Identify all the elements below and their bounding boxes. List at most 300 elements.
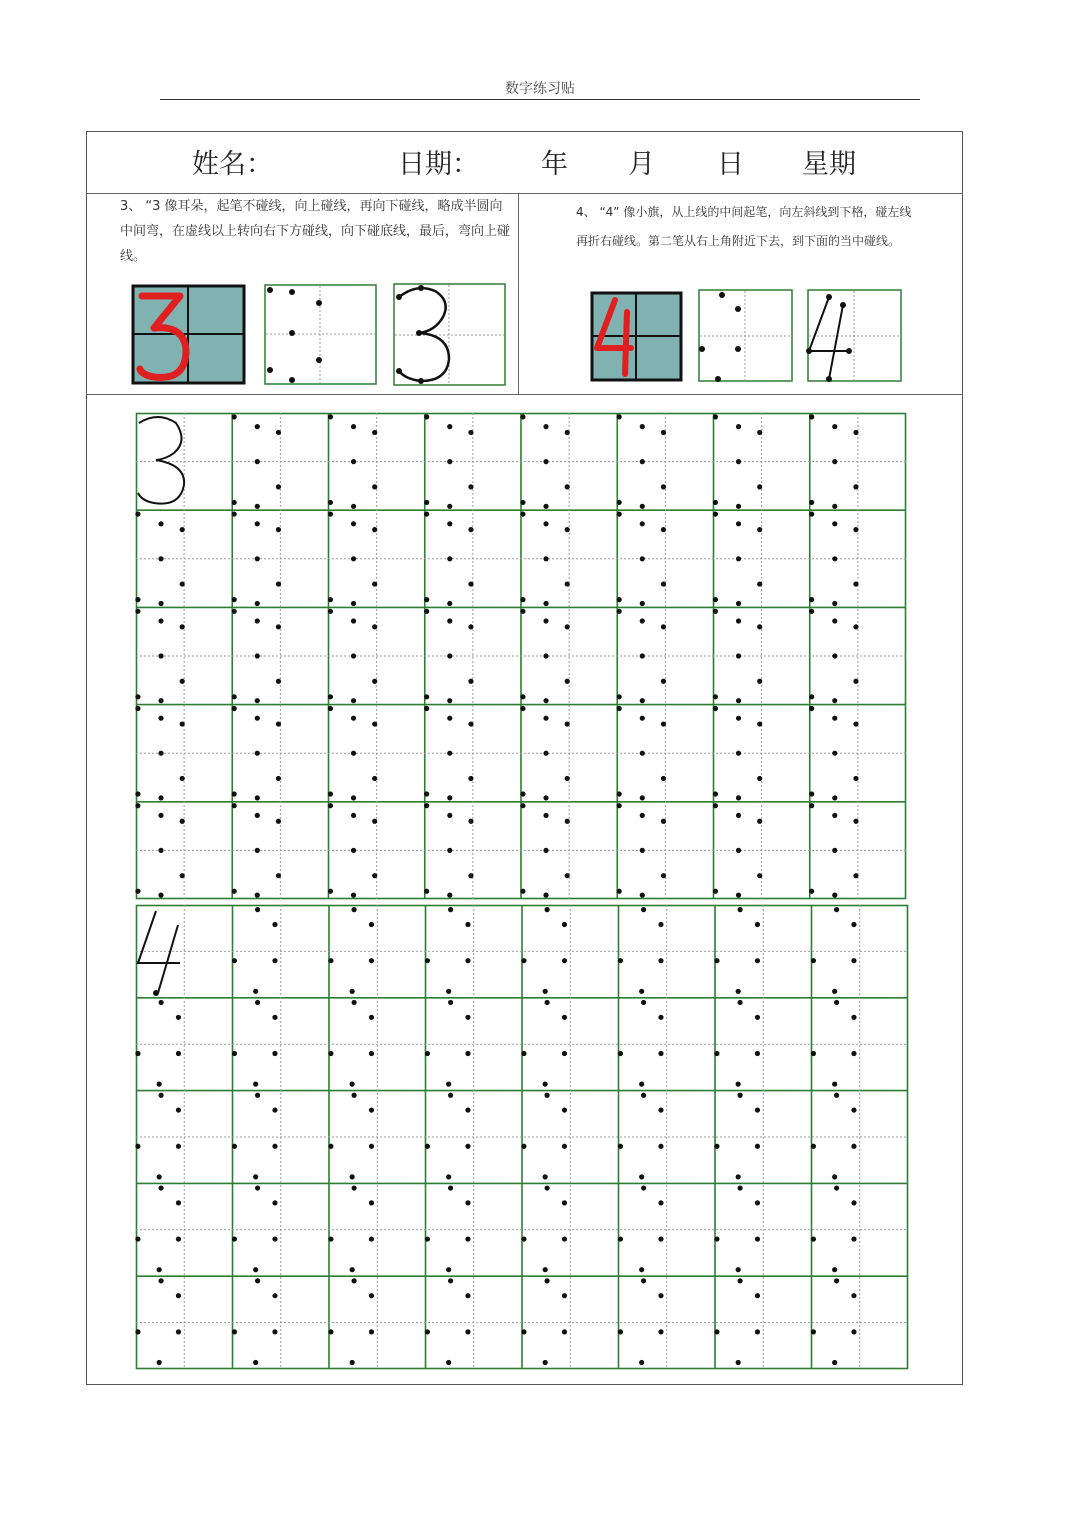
guide-dot [135, 1051, 140, 1056]
guide-dot [424, 597, 429, 602]
guide-dot [328, 511, 333, 516]
guide-dot [176, 1107, 181, 1112]
guide-dot [424, 414, 429, 419]
guide-dot [736, 1082, 741, 1087]
guide-dot [832, 601, 837, 606]
guide-dot [276, 721, 281, 726]
guide-dot [736, 601, 741, 606]
guide-dot [135, 889, 140, 894]
guide-dot [372, 776, 377, 781]
guide-dot [543, 504, 548, 509]
guide-dot [135, 1236, 140, 1241]
guide-dot [521, 1329, 526, 1334]
guide-dot [757, 624, 762, 629]
guide-dot [255, 601, 260, 606]
guide-dot [255, 751, 260, 756]
guide-dot [755, 1329, 760, 1334]
guide-dot [255, 716, 260, 721]
guide-dot [447, 459, 452, 464]
guide-dot [424, 706, 429, 711]
example-three-traced [393, 283, 507, 387]
guide-dot [713, 803, 718, 808]
guide-dot [232, 414, 237, 419]
guide-dot [832, 1174, 837, 1179]
guide-dot [543, 698, 548, 703]
guide-dot [521, 958, 526, 963]
guide-dot [425, 1329, 430, 1334]
guide-dot [617, 706, 622, 711]
day-label: 日 [717, 149, 744, 180]
guide-dot [465, 1144, 470, 1149]
guide-dot [372, 679, 377, 684]
guide-dot [565, 819, 570, 824]
guide-dot [544, 907, 549, 912]
guide-dot [809, 500, 814, 505]
guide-dot [736, 813, 741, 818]
guide-dot [543, 1360, 548, 1365]
guide-dot [350, 989, 355, 994]
guide-dot [369, 922, 374, 927]
guide-dot [544, 1278, 549, 1283]
guide-dot [272, 1015, 277, 1020]
guide-dot [255, 504, 260, 509]
guide-dot [372, 819, 377, 824]
guide-dot [832, 813, 837, 818]
guide-dot [328, 414, 333, 419]
guide-dot [232, 791, 237, 796]
guide-dot [351, 618, 356, 623]
guide-dot [351, 907, 356, 912]
guide-dot [157, 1360, 162, 1365]
guide-dot [714, 1329, 719, 1334]
guide-dot [520, 597, 525, 602]
guide-dot [350, 1174, 355, 1179]
guide-dot [565, 873, 570, 878]
guide-dot [661, 527, 666, 532]
guide-dot [158, 618, 163, 623]
guide-dot [658, 1051, 663, 1056]
guide-dot [543, 795, 548, 800]
guide-dot [372, 873, 377, 878]
guide-dot [158, 601, 163, 606]
guide-dot [640, 601, 645, 606]
guide-dot [658, 1329, 663, 1334]
guide-dot [809, 609, 814, 614]
guide-dot [641, 1278, 646, 1283]
guide-dot [176, 1293, 181, 1298]
guide-dot [713, 414, 718, 419]
guide-dot [562, 1107, 567, 1112]
guide-dot [520, 706, 525, 711]
guide-dot [832, 521, 837, 526]
header-rule [160, 99, 920, 100]
guide-dot [447, 424, 452, 429]
guide-dot [255, 459, 260, 464]
guide-dot [543, 618, 548, 623]
guide-dot [658, 922, 663, 927]
guide-dot [544, 1000, 549, 1005]
guide-dot [543, 424, 548, 429]
guide-dot [276, 873, 281, 878]
guide-dot [255, 556, 260, 561]
guide-dot [351, 813, 356, 818]
guide-dot [736, 795, 741, 800]
guide-dot [832, 459, 837, 464]
year-label: 年 [541, 149, 568, 180]
guide-dot [757, 776, 762, 781]
guide-dot [424, 511, 429, 516]
guide-dot [424, 694, 429, 699]
guide-dot [232, 597, 237, 602]
guide-dot [135, 609, 140, 614]
guide-dot [658, 1293, 663, 1298]
guide-dot [809, 706, 814, 711]
guide-dot [851, 1200, 856, 1205]
guide-dot [158, 556, 163, 561]
guide-dot [465, 1293, 470, 1298]
guide-dot [255, 1278, 260, 1283]
guide-dot [809, 803, 814, 808]
guide-dot [424, 889, 429, 894]
guide-dot [640, 459, 645, 464]
guide-dot [255, 795, 260, 800]
guide-dot [661, 624, 666, 629]
guide-dot [543, 848, 548, 853]
guide-dot [736, 989, 741, 994]
guide-dot [640, 813, 645, 818]
guide-dot [736, 556, 741, 561]
guide-dot [851, 1051, 856, 1056]
guide-dot [640, 653, 645, 658]
guide-dot [180, 873, 185, 878]
guide-dot [158, 795, 163, 800]
guide-dot [618, 1051, 623, 1056]
guide-dot [562, 1329, 567, 1334]
guide-dot [424, 791, 429, 796]
guide-dot [232, 511, 237, 516]
guide-dot [328, 694, 333, 699]
guide-dot [851, 1015, 856, 1020]
guide-dot [832, 556, 837, 561]
guide-dot [736, 751, 741, 756]
guide-dot [851, 1144, 856, 1149]
guide-dot [272, 922, 277, 927]
guide-dot [809, 414, 814, 419]
guide-dot [328, 609, 333, 614]
guide-dot [543, 1174, 548, 1179]
instruction-row-divider [86, 394, 963, 395]
guide-dot [562, 958, 567, 963]
guide-dot [465, 1200, 470, 1205]
guide-dot [658, 1015, 663, 1020]
guide-dot [736, 504, 741, 509]
guide-dot [468, 873, 473, 878]
guide-dot [272, 958, 277, 963]
guide-dot [736, 1267, 741, 1272]
guide-dot [565, 430, 570, 435]
guide-dot [853, 527, 858, 532]
guide-dot [853, 776, 858, 781]
guide-dot [562, 1236, 567, 1241]
guide-dot [447, 601, 452, 606]
practice-grid-four [136, 905, 908, 1369]
guide-dot [351, 504, 356, 509]
guide-dot [446, 1082, 451, 1087]
guide-dot [853, 624, 858, 629]
guide-dot [757, 484, 762, 489]
guide-dot [757, 819, 762, 824]
guide-dot [832, 1082, 837, 1087]
guide-dot [834, 1093, 839, 1098]
guide-dot [468, 430, 473, 435]
guide-dot [736, 424, 741, 429]
guide-dot [853, 679, 858, 684]
guide-dot [737, 1000, 742, 1005]
name-label: 姓名： [192, 149, 273, 180]
guide-dot [832, 618, 837, 623]
guide-dot [253, 1082, 258, 1087]
guide-dot [562, 1293, 567, 1298]
guide-dot [468, 484, 473, 489]
guide-dot [351, 795, 356, 800]
guide-dot [853, 484, 858, 489]
guide-dot [158, 1278, 163, 1283]
guide-dot [617, 500, 622, 505]
guide-dot [180, 776, 185, 781]
guide-dot [520, 414, 525, 419]
guide-dot [232, 500, 237, 505]
guide-dot [350, 1360, 355, 1365]
guide-dot [372, 527, 377, 532]
guide-dot [424, 500, 429, 505]
guide-dot [253, 989, 258, 994]
guide-dot [369, 1236, 374, 1241]
guide-dot [755, 1144, 760, 1149]
guide-dot [255, 521, 260, 526]
guide-dot [736, 521, 741, 526]
guide-dot [135, 803, 140, 808]
guide-dot [328, 791, 333, 796]
month-label: 月 [628, 149, 655, 180]
guide-dot [562, 922, 567, 927]
guide-dot [640, 556, 645, 561]
guide-dot [565, 776, 570, 781]
guide-dot [276, 581, 281, 586]
guide-dot [736, 653, 741, 658]
guide-dot [520, 791, 525, 796]
guide-dot [135, 791, 140, 796]
guide-dot [755, 922, 760, 927]
guide-dot [447, 795, 452, 800]
guide-dot [520, 889, 525, 894]
guide-dot [641, 1000, 646, 1005]
guide-dot [543, 459, 548, 464]
guide-dot [176, 1015, 181, 1020]
guide-dot [851, 1329, 856, 1334]
guide-dot [565, 624, 570, 629]
guide-dot [811, 958, 816, 963]
guide-dot [618, 1144, 623, 1149]
guide-dot [447, 813, 452, 818]
guide-dot [639, 1082, 644, 1087]
guide-dot [276, 624, 281, 629]
guide-dot [350, 1082, 355, 1087]
guide-dot [135, 1144, 140, 1149]
guide-dot [520, 609, 525, 614]
guide-dot [640, 716, 645, 721]
guide-dot [757, 527, 762, 532]
guide-dot [351, 893, 356, 898]
guide-dot [425, 1236, 430, 1241]
guide-dot [369, 1015, 374, 1020]
guide-dot [369, 1051, 374, 1056]
guide-dot [832, 424, 837, 429]
guide-dot [447, 716, 452, 721]
guide-dot [658, 1200, 663, 1205]
guide-dot [351, 424, 356, 429]
guide-dot [351, 716, 356, 721]
guide-dot [328, 1236, 333, 1241]
guide-dot [448, 1278, 453, 1283]
guide-dot [543, 813, 548, 818]
guide-dot [713, 597, 718, 602]
guide-dot [736, 459, 741, 464]
guide-dot [468, 819, 473, 824]
guide-dot [757, 679, 762, 684]
guide-dot [232, 609, 237, 614]
guide-dot [276, 430, 281, 435]
guide-dot [755, 1200, 760, 1205]
guide-dot [255, 424, 260, 429]
guide-dot [853, 819, 858, 824]
guide-dot [757, 430, 762, 435]
guide-dot [639, 989, 644, 994]
guide-dot [853, 873, 858, 878]
guide-dot [446, 989, 451, 994]
instruction-four: 4、 “4” 像小旗，从上线的中间起笔，向左斜线到下格，碰左线再折右碰线。第二笔从右上角附近下去，到下面的当中碰线。 [576, 205, 912, 248]
guide-dot [658, 1144, 663, 1149]
guide-dot [834, 1278, 839, 1283]
guide-dot [543, 653, 548, 658]
guide-dot [351, 521, 356, 526]
example-four-traced [807, 289, 903, 383]
guide-dot [272, 1200, 277, 1205]
guide-dot [658, 958, 663, 963]
guide-dot [424, 609, 429, 614]
guide-dot [544, 1093, 549, 1098]
guide-dot [158, 521, 163, 526]
guide-dot [755, 1236, 760, 1241]
guide-dot [832, 751, 837, 756]
guide-dot [809, 889, 814, 894]
guide-dot [447, 893, 452, 898]
guide-dot [232, 1236, 237, 1241]
guide-dot [834, 1000, 839, 1005]
guide-dot [562, 1015, 567, 1020]
guide-dot [276, 527, 281, 532]
guide-dot [755, 958, 760, 963]
example-three-dots [264, 284, 378, 386]
guide-dot [713, 500, 718, 505]
guide-dot [809, 791, 814, 796]
guide-dot [253, 1360, 258, 1365]
guide-dot [446, 1360, 451, 1365]
guide-dot [640, 893, 645, 898]
guide-dot [811, 1144, 816, 1149]
guide-dot [465, 1051, 470, 1056]
guide-dot [639, 1267, 644, 1272]
guide-dot [617, 597, 622, 602]
guide-dot [640, 848, 645, 853]
guide-dot [272, 1107, 277, 1112]
guide-dot [755, 1107, 760, 1112]
guide-dot [328, 958, 333, 963]
guide-dot [737, 1093, 742, 1098]
guide-dot [618, 1329, 623, 1334]
guide-dot [617, 889, 622, 894]
guide-dot [737, 1185, 742, 1190]
guide-dot [465, 1107, 470, 1112]
guide-dot [737, 1278, 742, 1283]
example-four-sample [591, 292, 683, 382]
guide-dot [832, 1267, 837, 1272]
guide-dot [351, 848, 356, 853]
guide-dot [447, 698, 452, 703]
guide-dot [351, 459, 356, 464]
guide-dot [640, 751, 645, 756]
guide-dot [369, 1329, 374, 1334]
guide-dot [158, 848, 163, 853]
guide-dot [328, 889, 333, 894]
date-label: 日期： [398, 149, 479, 180]
guide-dot [617, 609, 622, 614]
example-four-dots [698, 289, 794, 383]
guide-dot [641, 1185, 646, 1190]
guide-dot [425, 1051, 430, 1056]
guide-dot [617, 414, 622, 419]
guide-dot [369, 1144, 374, 1149]
guide-dot [351, 751, 356, 756]
guide-dot [424, 803, 429, 808]
guide-dot [661, 430, 666, 435]
guide-dot [232, 803, 237, 808]
guide-dot [232, 706, 237, 711]
guide-dot [176, 1144, 181, 1149]
guide-dot [369, 1293, 374, 1298]
guide-dot [661, 776, 666, 781]
guide-dot [617, 803, 622, 808]
guide-dot [714, 1144, 719, 1149]
guide-dot [351, 1093, 356, 1098]
guide-dot [736, 716, 741, 721]
guide-dot [351, 1278, 356, 1283]
guide-dot [834, 907, 839, 912]
guide-dot [328, 500, 333, 505]
guide-dot [465, 1329, 470, 1334]
guide-dot [562, 1200, 567, 1205]
guide-dot [639, 1174, 644, 1179]
guide-dot [369, 958, 374, 963]
guide-dot [543, 893, 548, 898]
guide-dot [328, 1144, 333, 1149]
guide-dot [468, 679, 473, 684]
guide-dot [640, 795, 645, 800]
guide-dot [832, 893, 837, 898]
guide-dot [351, 601, 356, 606]
guide-dot [736, 618, 741, 623]
guide-dot [641, 907, 646, 912]
guide-dot [351, 556, 356, 561]
